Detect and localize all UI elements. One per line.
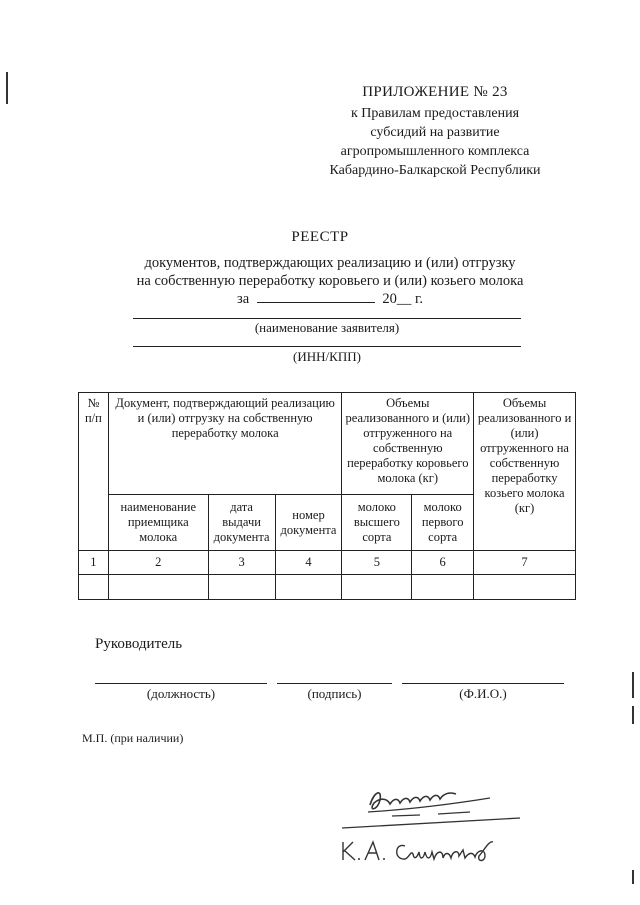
appendix-line: субсидий на развитие bbox=[370, 125, 500, 140]
period-prefix: за bbox=[237, 291, 250, 307]
subtitle-line: документов, подтверждающих реализацию и (или) отгрузку bbox=[144, 255, 516, 271]
table-cell[interactable] bbox=[208, 575, 275, 600]
col-header-doc-number: номер документа bbox=[275, 495, 342, 551]
period-year: 20__ г. bbox=[382, 291, 423, 307]
col-header-recipient: наименование приемщика молока bbox=[108, 495, 208, 551]
fio-line[interactable] bbox=[402, 683, 564, 684]
registry-table bbox=[78, 392, 576, 600]
document-subtitle bbox=[100, 254, 560, 308]
appendix-header bbox=[300, 83, 570, 180]
table-cell[interactable] bbox=[79, 575, 109, 600]
inn-caption: (ИНН/КПП) bbox=[293, 349, 361, 364]
table-cell[interactable] bbox=[342, 575, 412, 600]
col-header-document: Документ, подтверждающий реализацию и (или) отгрузку на собственную переработку молока bbox=[108, 393, 342, 495]
col-header-number: № п/п bbox=[79, 393, 109, 551]
column-number: 3 bbox=[208, 551, 275, 575]
table-cell[interactable] bbox=[108, 575, 208, 600]
signature-caption: (подпись) bbox=[307, 686, 362, 701]
column-number: 1 bbox=[79, 551, 109, 575]
scan-edge-mark bbox=[6, 72, 8, 104]
col-header-top-grade: молоко высшего сорта bbox=[342, 495, 412, 551]
handwritten-name bbox=[335, 832, 515, 872]
table-cell[interactable] bbox=[412, 575, 474, 600]
applicant-name-line[interactable] bbox=[133, 318, 521, 319]
table-row bbox=[79, 575, 576, 600]
appendix-number: ПРИЛОЖЕНИЕ № 23 bbox=[362, 84, 508, 100]
col-header-goat-milk: Объемы реализованного и (или) отгруженного на собственную переработку козьего молока (кг) bbox=[474, 393, 576, 551]
inn-line[interactable] bbox=[133, 346, 521, 347]
scan-edge-mark bbox=[632, 706, 634, 724]
column-number: 4 bbox=[275, 551, 342, 575]
col-header-first-grade: молоко первого сорта bbox=[412, 495, 474, 551]
scan-edge-mark bbox=[632, 672, 634, 698]
appendix-line: Кабардино-Балкарской Республики bbox=[329, 163, 541, 178]
applicant-caption: (наименование заявителя) bbox=[254, 320, 400, 335]
scan-edge-mark bbox=[632, 870, 634, 884]
handwritten-signature bbox=[330, 770, 530, 840]
col-header-cow-milk: Объемы реализованного и (или) отгруженного на собственную переработку коровьего молока (кг) bbox=[342, 393, 474, 495]
head-label: Руководитель bbox=[95, 636, 183, 652]
table-cell[interactable] bbox=[474, 575, 576, 600]
position-line[interactable] bbox=[95, 683, 267, 684]
period-line bbox=[100, 290, 560, 308]
column-number: 6 bbox=[412, 551, 474, 575]
appendix-line: к Правилам предоставления bbox=[350, 106, 520, 121]
column-number: 5 bbox=[342, 551, 412, 575]
subtitle-line: на собственную переработку коровьего и (или) козьего молока bbox=[136, 273, 524, 289]
document-title: РЕЕСТР bbox=[291, 229, 349, 245]
column-number: 2 bbox=[108, 551, 208, 575]
column-number-row bbox=[79, 551, 576, 575]
appendix-line: агропромышленного комплекса bbox=[340, 144, 530, 159]
period-blank[interactable] bbox=[257, 290, 375, 303]
fio-caption: (Ф.И.О.) bbox=[459, 686, 507, 701]
column-number: 7 bbox=[474, 551, 576, 575]
position-caption: (должность) bbox=[146, 686, 216, 701]
table-cell[interactable] bbox=[275, 575, 342, 600]
signature-line[interactable] bbox=[277, 683, 392, 684]
col-header-issue-date: дата выдачи документа bbox=[208, 495, 275, 551]
stamp-note: М.П. (при наличии) bbox=[82, 731, 184, 745]
